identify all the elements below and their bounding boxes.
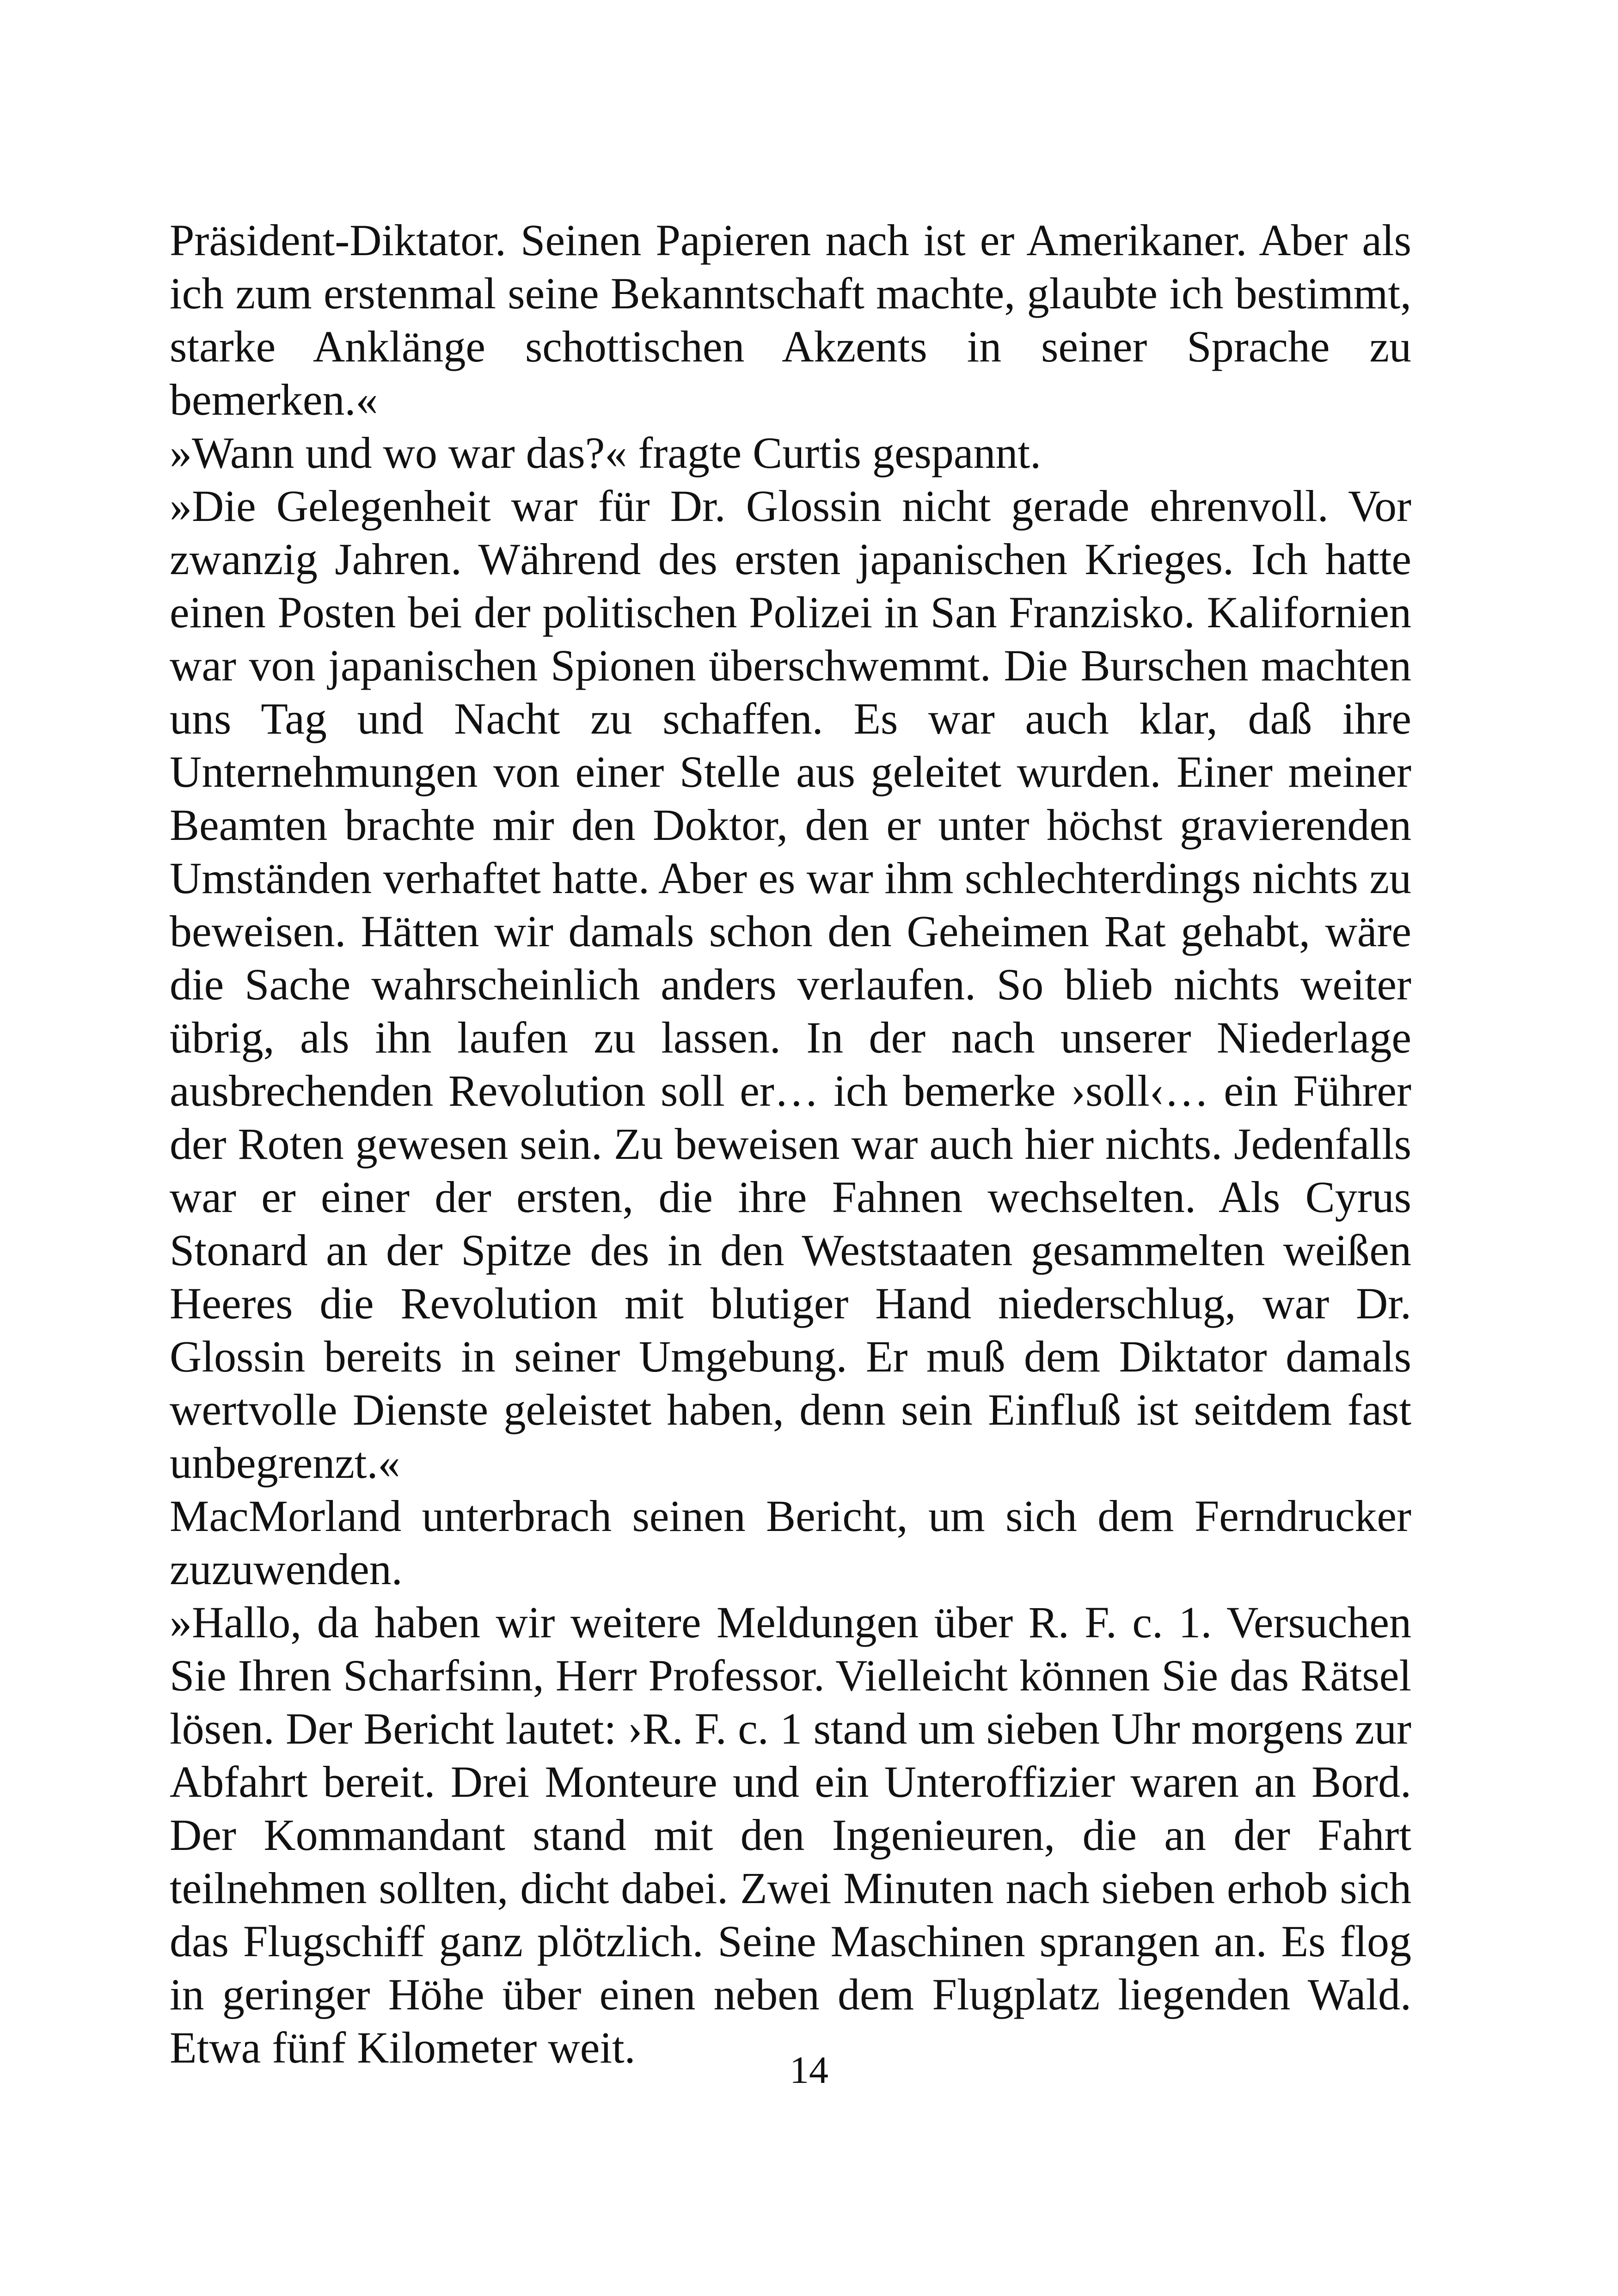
paragraph: Präsident-Diktator. Seinen Papieren nach ist er Amerikaner. Aber als ich zum erstenmal seine Bekanntschaft machte, glaubte ich bestimmt, starke Anklänge schottischen Akzents in seiner Sprache zu bemerken.« <box>170 215 1411 424</box>
paragraph: MacMorland unterbrach seinen Bericht, um sich dem Ferndrucker zuzuwenden. <box>170 1491 1411 1594</box>
paragraph: »Die Gelegenheit war für Dr. Glossin nicht gerade ehrenvoll. Vor zwanzig Jahren. Während des ersten japanischen Krieges. Ich hatte einen Posten bei der politischen Polizei in San Franzisko. Kalifornien war von japanischen Spionen überschwemmt. Die Burschen machten uns Tag und Nacht zu schaffen. Es war auch klar, daß ihre Unternehmungen von einer Stelle aus geleitet wurden. Einer meiner Beamten brachte mir den Doktor, den er unter höchst gravierenden Umständen verhaftet hatte. Aber es war ihm schlechterdings nichts zu beweisen. Hätten wir damals schon den Geheimen Rat gehabt, wäre die Sache wahrscheinlich anders verlaufen. So blieb nichts weiter übrig, als ihn laufen zu lassen. In der nach unserer Niederlage ausbrechenden Revolution soll er… ich bemerke ›soll‹… ein Führer der Roten gewesen sein. Zu beweisen war auch hier nichts. Jedenfalls war er einer der ersten, die ihre Fahnen wechselten. Als Cyrus Stonard an der Spitze des in den Weststaaten gesammelten weißen Heeres die Revolution mit blutiger Hand niederschlug, war Dr. Glossin bereits in seiner Umgebung. Er muß dem Diktator damals wertvolle Dienste geleistet haben, denn sein Einfluß ist seitdem fast unbegrenzt.« <box>170 481 1411 1488</box>
paragraph: »Wann und wo war das?« fragte Curtis gespannt. <box>170 428 1042 478</box>
paragraph: »Hallo, da haben wir weitere Meldungen über R. F. c. 1. Versuchen Sie Ihren Scharfsinn, Herr Professor. Vielleicht können Sie das Rätsel lösen. Der Bericht lautet: ›R. F. c. 1 stand um sieben Uhr morgens zur Abfahrt bereit. Drei Monteure und ein Unteroffizier waren an Bord. Der Kommandant stand mit den Ingenieuren, die an der Fahrt teilnehmen sollten, dicht dabei. Zwei Minuten nach sieben erhob sich das Flugschiff ganz plötzlich. Seine Maschinen sprangen an. Es flog in geringer Höhe über einen neben dem Flugplatz liegenden Wald. Etwa fünf Kilometer weit. <box>170 1598 1411 2072</box>
page-number: 14 <box>790 2049 828 2092</box>
body-text <box>170 214 1411 2074</box>
